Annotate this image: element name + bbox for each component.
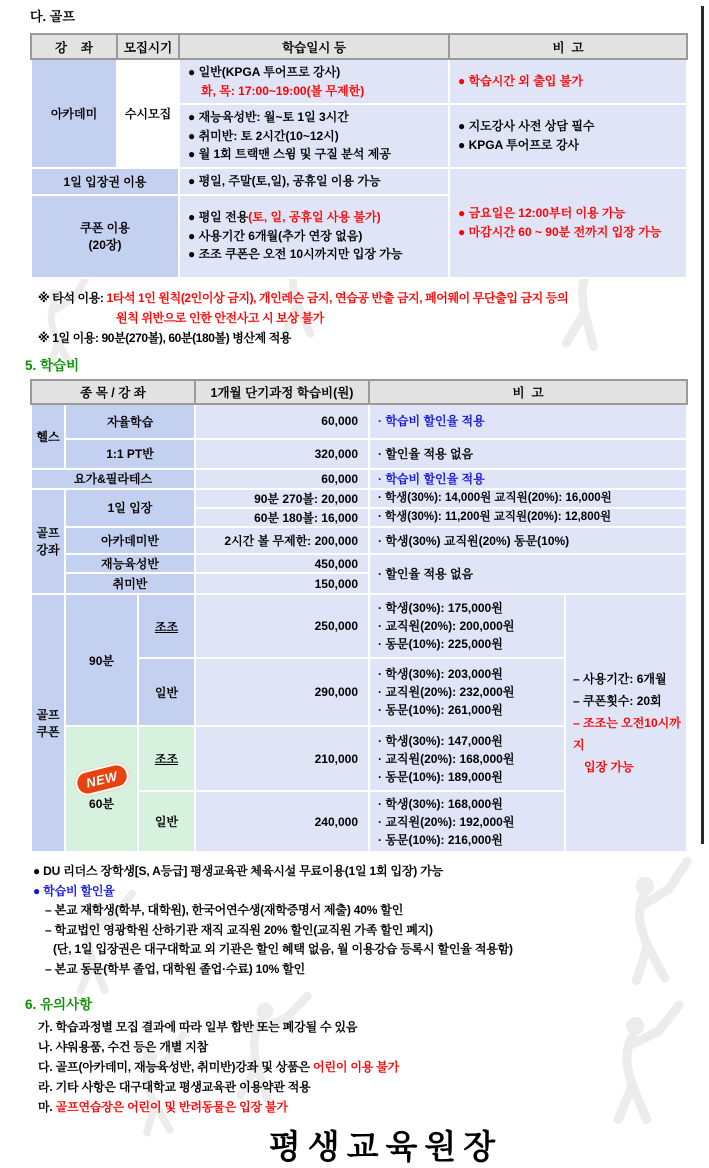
fee-header-row [31, 380, 687, 404]
cell-course-name: 재능육성반 [65, 554, 195, 573]
cell-note: · 학생(30%): 14,000원 교직원(20%): 16,000원 [369, 489, 687, 508]
schedule-line: ● 사용기간 6개월(추가 연장 없음) [188, 228, 363, 243]
cell-academy-name: 아카데미 [31, 59, 117, 168]
document-page [0, 6, 709, 1167]
signature-title: 평생교육원장 [268, 1130, 503, 1167]
cell-academy-note-1: ● 학습시간 외 출입 불가 [449, 59, 687, 104]
cell-duration-90: 90분 [65, 594, 138, 726]
cell-day-pass-name: 1일 입장권 이용 [31, 168, 179, 195]
notice-red-part: 어린이 이용 불가 [313, 1060, 400, 1075]
fee-table [30, 379, 688, 854]
schedule-black-part: ● 평일 전용 [188, 210, 249, 225]
cell-time-dawn [138, 726, 195, 791]
notice-red-part: 골프연습장은 어린이 및 반려동물은 입장 불가 [55, 1100, 288, 1115]
notice-black-part: 마. [38, 1100, 56, 1115]
header-subject: 종 목 / 강 좌 [31, 380, 195, 404]
detail-line: · 교직원(20%): 168,000원 [378, 751, 515, 766]
cell-note-blue: · 학습비 할인율 적용 [369, 469, 687, 489]
day-pass-row [31, 168, 687, 195]
detail-line: · 교직원(20%): 192,000원 [378, 814, 515, 829]
note-text: 90분(270볼), 60분(180볼) 병산제 적용 [101, 330, 292, 345]
condition-line-red: 입장 가능 [584, 760, 634, 775]
detail-line: · 교직원(20%): 200,000원 [378, 619, 515, 634]
cell-coupon-schedule [179, 195, 449, 278]
cell-details [369, 791, 565, 852]
academy-class-row [31, 527, 687, 554]
cell-price: 90분 270볼: 20,000 [195, 489, 369, 508]
health-row-1 [31, 404, 687, 439]
detail-line: · 학생(30%): 147,000원 [378, 733, 503, 748]
cell-details [369, 594, 565, 658]
cell-note: · 학생(30%) 교직원(20%) 동문(10%) [369, 527, 687, 554]
cell-academy-schedule-2 [179, 104, 449, 168]
discount-line: – 본교 동문(학부 졸업, 대학원 졸업·수료) 10% 할인 [45, 961, 306, 976]
cell-price: 60,000 [195, 469, 369, 489]
cell-note-blue: · 학습비 할인율 적용 [369, 404, 687, 439]
note-taseok-line2: 원칙 위반으로 인한 안전사고 시 보상 불가 [116, 310, 324, 325]
cell-course-name: 아카데미반 [65, 527, 195, 554]
note-line-red: ● 금요일은 12:00부터 이용 가능 [458, 206, 626, 221]
condition-line: – 사용기간: 6개월 [573, 671, 667, 686]
fee-discount-notes [33, 862, 709, 979]
cell-price: 240,000 [195, 791, 369, 852]
detail-line: · 동문(10%): 189,000원 [378, 769, 503, 784]
group-line: 골프 [36, 526, 60, 541]
detail-line: · 학생(30%): 168,000원 [378, 796, 503, 811]
cell-note: · 할인율 적용 없음 [369, 439, 687, 469]
cell-price: 2시간 볼 무제한: 200,000 [195, 527, 369, 554]
notice-item [38, 1057, 709, 1077]
golf-usage-notes [38, 288, 709, 348]
cell-price: 60분 180볼: 16,000 [195, 508, 369, 527]
note-line: ● KPGA 투어프로 강사 [458, 138, 580, 153]
coupon-name-line: (20장) [88, 238, 122, 253]
cell-price: 60,000 [195, 404, 369, 439]
note-label: ※ 1일 이용: [38, 330, 99, 345]
cell-price: 290,000 [195, 658, 369, 726]
cell-time-general: 일반 [138, 791, 195, 852]
header-note: 비 고 [449, 34, 687, 59]
header-schedule: 학습일시 등 [179, 34, 449, 59]
note-label: ※ 타석 이용: [38, 290, 104, 305]
schedule-line: ● 일반(KPGA 투어프로 강사) [188, 65, 341, 79]
cell-shared-note [449, 168, 687, 278]
cell-course-name: 자율학습 [65, 404, 195, 439]
header-note: 비 고 [369, 380, 687, 404]
detail-line: · 동문(10%): 225,000원 [378, 637, 503, 652]
notice-section-title: 6. 유의사항 [25, 997, 93, 1013]
cell-time-dawn [138, 594, 195, 658]
condition-line-red: – 조조는 오전10시까지 [573, 715, 681, 753]
note-day-use [38, 328, 709, 348]
header-recruit: 모집시기 [117, 34, 179, 59]
cell-duration-60 [65, 726, 138, 852]
condition-line: – 쿠폰횟수: 20회 [573, 693, 662, 708]
cell-price: 320,000 [195, 439, 369, 469]
schedule-line: ● 취미반: 토 2시간(10~12시) [188, 128, 339, 143]
group-line: 강좌 [36, 543, 60, 558]
cell-course-name: 1:1 PT반 [65, 439, 195, 469]
schedule-line: ● 조조 쿠폰은 오전 10시까지만 입장 가능 [188, 247, 403, 262]
cell-coupon-name [31, 195, 179, 278]
dawn-label: 조조 [154, 619, 179, 634]
table-header-row [31, 34, 687, 59]
schedule-line: ● 재능육성반: 월~토 1일 3시간 [188, 110, 349, 125]
note-line: ● 지도강사 사전 상담 필수 [458, 119, 595, 134]
cell-price: 250,000 [195, 594, 369, 658]
cell-time-general: 일반 [138, 658, 195, 726]
academy-row-1 [31, 59, 687, 104]
page-edge-line [701, 6, 704, 844]
detail-line: · 동문(10%): 216,000원 [378, 832, 503, 847]
duration-label: 60분 [89, 796, 114, 811]
coupon-90-dawn-row [31, 594, 687, 658]
cell-academy-note-2 [449, 104, 687, 168]
fee-section-title: 5. 학습비 [25, 357, 80, 373]
health-row-2 [31, 439, 687, 469]
detail-line: · 교직원(20%): 232,000원 [378, 685, 515, 700]
golf-schedule-table [30, 33, 688, 279]
yoga-row [31, 469, 687, 489]
cell-details [369, 726, 565, 791]
group-line: 쿠폰 [36, 725, 60, 740]
cell-day-pass-schedule: ● 평일, 주말(토,일), 공휴일 이용 가능 [179, 168, 449, 195]
cell-price: 450,000 [195, 554, 369, 573]
cell-course-name: 1일 입장 [65, 489, 195, 528]
detail-line: · 동문(10%): 261,000원 [378, 703, 503, 718]
cell-course-name: 취미반 [65, 573, 195, 594]
dawn-label: 조조 [154, 752, 179, 767]
notice-list [38, 1017, 709, 1117]
cell-health-group: 헬스 [31, 404, 65, 469]
cell-academy-schedule-1 [179, 59, 449, 104]
note-discount-title: ● 학습비 할인율 [33, 883, 115, 898]
notice-black-part: 다. 골프(아카데미, 재능육성반, 취미반)강좌 및 상품은 [38, 1060, 314, 1075]
cell-coupon-conditions [565, 594, 687, 852]
detail-line: · 학생(30%): 203,000원 [378, 667, 503, 682]
notice-item [38, 1097, 709, 1117]
note-line-red: ● 마감시간 60 ~ 90분 전까지 입장 가능 [458, 224, 662, 239]
cell-details [369, 658, 565, 726]
cell-price: 150,000 [195, 573, 369, 594]
cell-note: · 할인율 적용 없음 [369, 554, 687, 594]
cell-course-name: 요가&필라테스 [31, 469, 195, 489]
notice-item: 라. 기타 사항은 대구대학교 평생교육관 이용약관 적용 [38, 1080, 311, 1095]
cell-golf-group [31, 489, 65, 595]
notice-item: 가. 학습과정별 모집 결과에 따라 일부 합반 또는 폐강될 수 있음 [38, 1020, 358, 1035]
discount-line-paren: (단, 1일 입장권은 대구대학교 외 기관은 할인 혜택 없음, 월 이용강습 등록시 할인율 적용함) [53, 942, 513, 957]
notice-item: 나. 샤워용품, 수건 등은 개별 지참 [38, 1040, 209, 1055]
section-c-title: 다. 골프 [30, 9, 75, 24]
cell-note: · 학생(30%): 11,200원 교직원(20%): 12,800원 [369, 508, 687, 527]
detail-line: · 학생(30%): 175,000원 [378, 601, 503, 616]
new-badge: NEW [72, 760, 130, 797]
cell-recruit-type: 수시모집 [117, 59, 179, 168]
note-red-text: 1타석 1인 원칙(2인이상 금지), 개인레슨 금지, 연습공 반출 금지, 페어웨이 무단출입 금지 등의 [106, 290, 569, 305]
schedule-line [188, 208, 444, 227]
header-price: 1개월 단기과정 학습비(원) [195, 380, 369, 404]
talent-row [31, 554, 687, 573]
discount-line: – 학교법인 영광학원 산하기관 재직 교직원 20% 할인(교직원 가족 할인 폐지) [45, 922, 433, 937]
schedule-line-red: 화, 목: 17:00~19:00(볼 무제한) [201, 83, 365, 98]
cell-coupon-group [31, 594, 65, 852]
coupon-name-line: 쿠폰 이용 [80, 221, 130, 236]
note-du-leaders: ● DU 리더스 장학생[S, A등급] 평생교육관 체육시설 무료이용(1일 1회 입장) 가능 [33, 864, 443, 879]
schedule-line: ● 월 1회 트랙맨 스윙 및 구질 분석 제공 [188, 147, 391, 162]
header-course: 강 좌 [31, 34, 117, 59]
day-entry-row-90 [31, 489, 687, 508]
discount-line: – 본교 재학생(학부, 대학원), 한국어연수생(재학증명서 제출) 40% 할인 [45, 903, 404, 918]
note-taseok-line1 [38, 288, 709, 308]
schedule-red-part: (토, 일, 공휴일 사용 불가) [248, 210, 381, 225]
group-line: 골프 [36, 708, 60, 723]
cell-price: 210,000 [195, 726, 369, 791]
